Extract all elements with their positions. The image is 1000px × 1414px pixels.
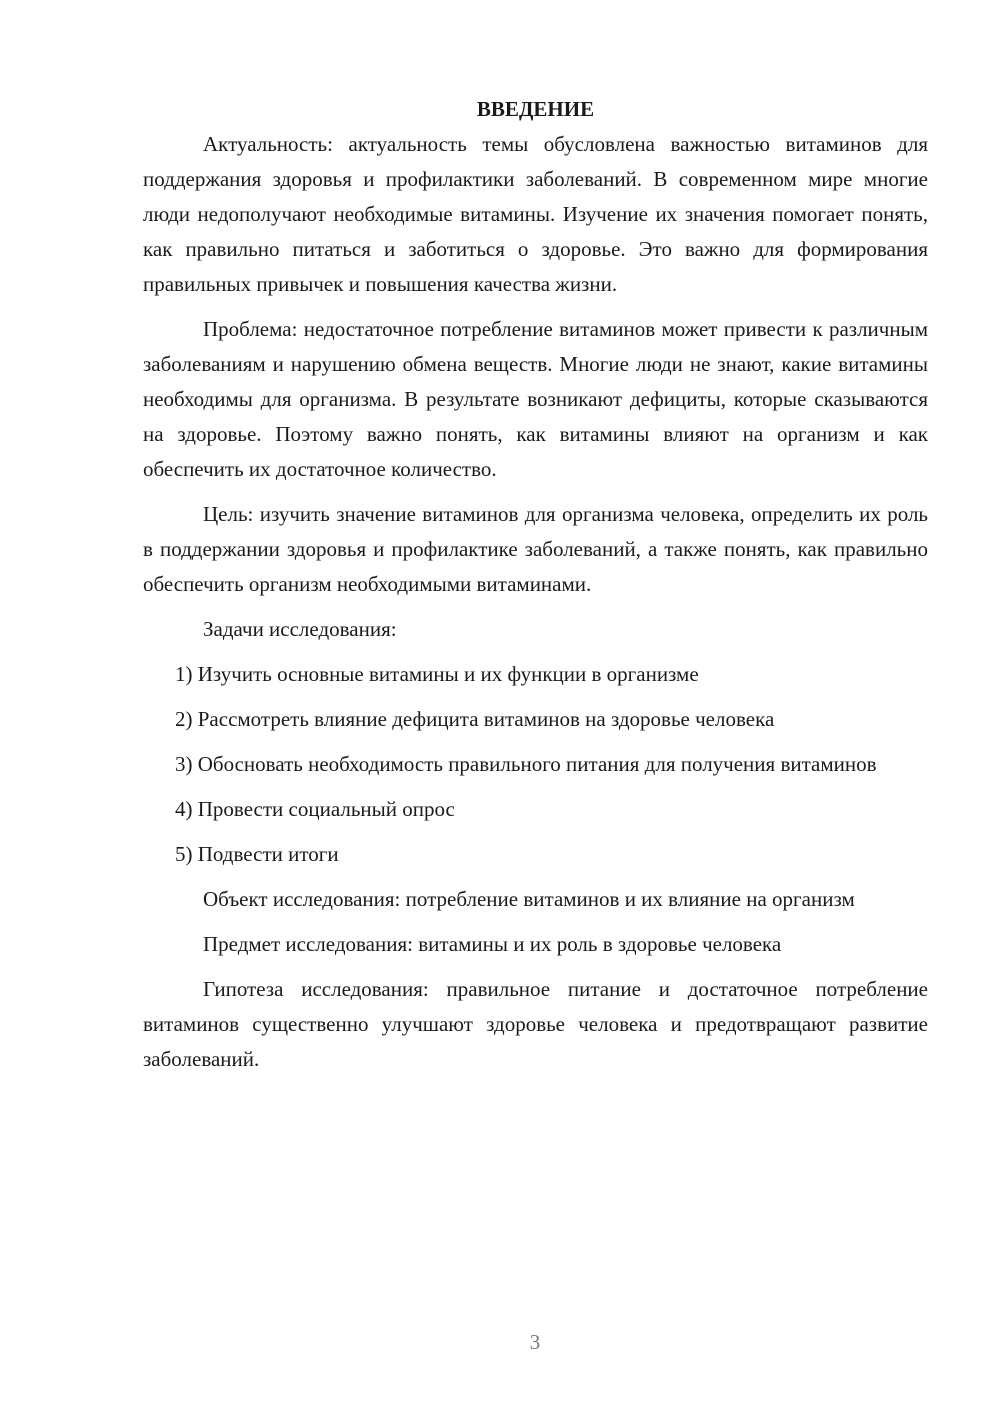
paragraph-goal: Цель: изучить значение витаминов для организма человека, определить их роль в поддержании здоровья и профилактике заболеваний, а также понять, как правильно обеспечить организм необходимыми витаминами.	[143, 502, 928, 596]
list-item: 3) Обосновать необходимость правильного питания для получения витаминов	[175, 752, 877, 776]
list-item: 2) Рассмотреть влияние дефицита витаминов на здоровье человека	[175, 707, 775, 731]
list-item: 1) Изучить основные витамины и их функции в организме	[175, 662, 699, 686]
page-title: ВВЕДЕНИЕ	[476, 97, 595, 121]
paragraph-problem: Проблема: недостаточное потребление витаминов может привести к различным заболеваниям и нарушению обмена веществ. Многие люди не знают, какие витамины необходимы для организма. В результате возникают дефициты, которые сказываются на здоровье. Поэтому важно понять, как витамины влияют на организм и как обеспечить их достаточное количество.	[143, 317, 928, 481]
list-item: 4) Провести социальный опрос	[175, 797, 455, 821]
paragraph-subject: Предмет исследования: витамины и их роль в здоровье человека	[203, 932, 782, 956]
paragraph-object: Объект исследования: потребление витаминов и их влияние на организм	[203, 887, 855, 911]
paragraph-tasks-heading: Задачи исследования:	[203, 617, 397, 641]
document-page	[143, 92, 928, 1087]
paragraph-hypothesis: Гипотеза исследования: правильное питание и достаточное потребление витаминов существенно улучшают здоровье человека и предотвращают развитие заболеваний.	[143, 977, 928, 1071]
list-item: 5) Подвести итоги	[175, 842, 339, 866]
paragraph-relevance: Актуальность: актуальность темы обусловлена важностью витаминов для поддержания здоровья и профилактики заболеваний. В современном мире многие люди недополучают необходимые витамины. Изучение их значения помогает понять, как правильно питаться и заботиться о здоровье. Это важно для формирования правильных привычек и повышения качества жизни.	[143, 132, 928, 296]
page-number: 3	[529, 1330, 541, 1354]
